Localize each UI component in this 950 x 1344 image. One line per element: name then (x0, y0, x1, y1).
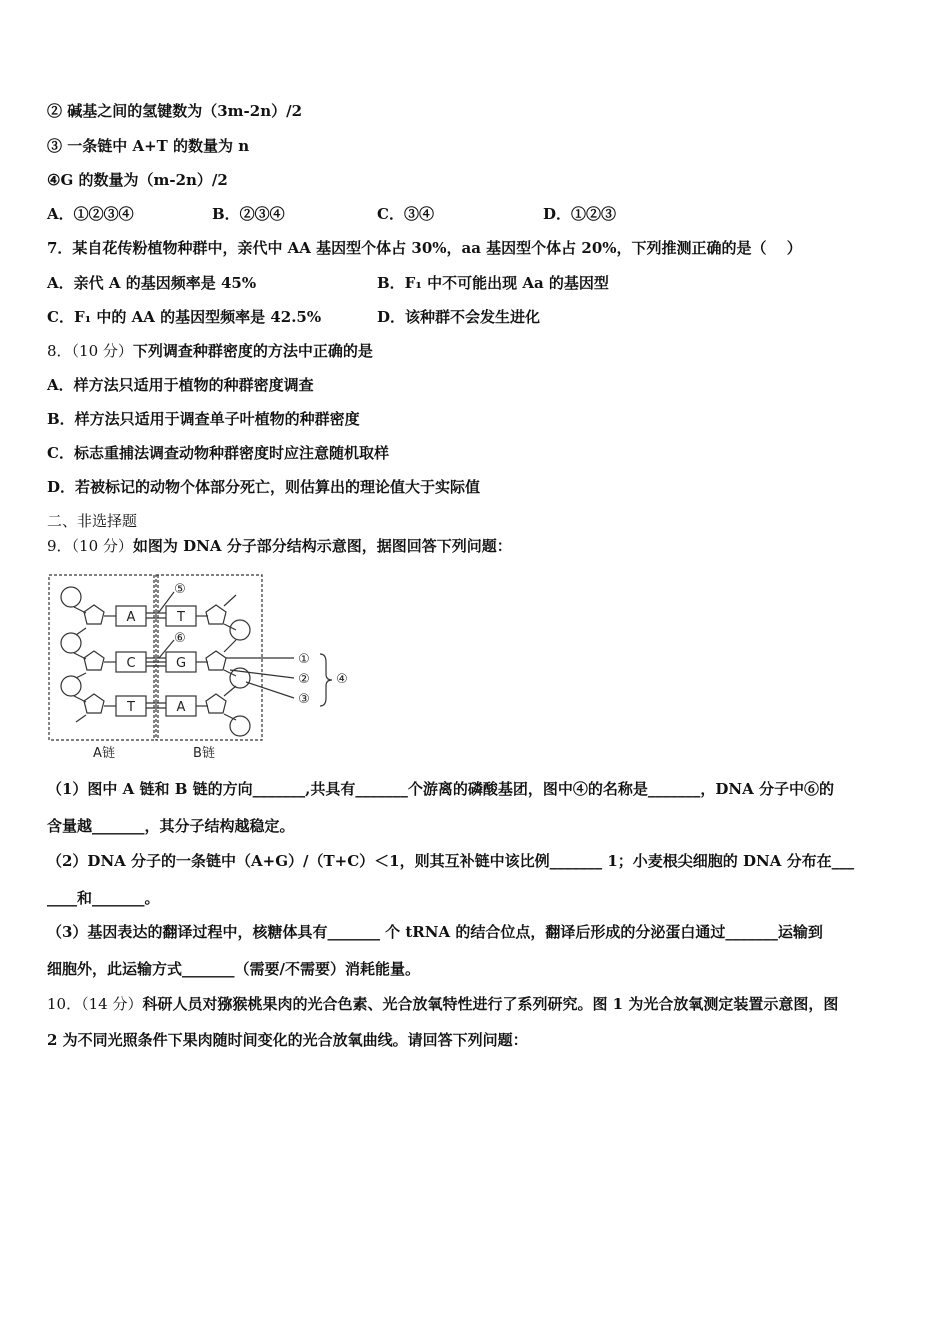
q6-item-4: ④G 的数量为（m-2n）/2 (47, 171, 228, 189)
q6-option-a[interactable]: A．①②③④ (47, 205, 134, 223)
base-label-b3: A (176, 700, 186, 715)
base-label-b2: G (175, 656, 187, 671)
q9-stem-line (47, 536, 512, 556)
q7-option-d[interactable]: D．该种群不会发生进化 (377, 308, 541, 326)
chain-a-box (49, 575, 154, 740)
label-4: ④ (336, 672, 348, 687)
label-2: ② (298, 672, 310, 687)
q9-part1-line1: （1）图中 A 链和 B 链的方向_______,共具有_______个游离的磷酸基团，图中④的名称是_______，DNA 分子中⑥的 (47, 780, 834, 798)
q8-stem-line (47, 341, 373, 361)
q9-part3-line2: 细胞外，此运输方式_______（需要/不需要）消耗能量。 (47, 960, 420, 978)
q6-item-2: ② 碱基之间的氢键数为（3m-2n）/2 (47, 102, 303, 120)
deoxyribose-pentagon (206, 651, 226, 670)
q8-option-c[interactable]: C．标志重捕法调查动物种群密度时应注意随机取样 (47, 444, 389, 462)
phosphate-circle (230, 716, 250, 736)
q8-stem: 下列调查种群密度的方法中正确的是 (132, 342, 373, 360)
q9-part2-line1: （2）DNA 分子的一条链中（A+G）/（T+C）＜1，则其互补链中该比例_______ 1；小麦根尖细胞的 DNA 分布在___ (47, 852, 855, 870)
base-label-b1: T (177, 610, 185, 625)
q8-option-d[interactable]: D．若被标记的动物个体部分死亡，则估算出的理论值大于实际值 (47, 478, 481, 496)
q6-option-c[interactable]: C．③④ (377, 205, 434, 223)
q6-option-b[interactable]: B．②③④ (212, 205, 285, 223)
deoxyribose-pentagon (84, 694, 104, 713)
q7-option-c[interactable]: C．F₁ 中的 AA 的基因型频率是 42.5% (47, 308, 322, 326)
q9-number: 9．（10 分） (47, 537, 133, 555)
q10-stem: 科研人员对猕猴桃果肉的光合色素、光合放氧特性进行了系列研究。图 1 为光合放氧测定装置示意图，图 (142, 995, 839, 1013)
q9-part2-line2: ____和_______。 (47, 889, 160, 907)
q10-line1 (47, 994, 907, 1014)
q7-option-a[interactable]: A．亲代 A 的基因频率是 45% (47, 274, 257, 292)
deoxyribose-pentagon (206, 605, 226, 624)
base-label-a2: C (126, 656, 136, 671)
section-heading: 二、非选择题 (47, 512, 138, 530)
chain-a-label: A链 (93, 746, 115, 761)
dna-structure-figure (46, 570, 356, 765)
q8-option-b[interactable]: B．样方法只适用于调查单子叶植物的种群密度 (47, 410, 360, 428)
phosphate-circle (61, 633, 81, 653)
deoxyribose-pentagon (84, 605, 104, 624)
q9-part1-line2: 含量越_______，其分子结构越稳定。 (47, 817, 295, 835)
q7-stem: 7．某自花传粉植物种群中，亲代中 AA 基因型个体占 30%，aa 基因型个体占 20%，下列推测正确的是（ ） (47, 239, 802, 257)
q6-item-3: ③ 一条链中 A+T 的数量为 n (47, 137, 250, 155)
q6-option-d[interactable]: D．①②③ (543, 205, 617, 223)
label-6: ⑥ (174, 631, 186, 646)
q8-option-a[interactable]: A．样方法只适用于植物的种群密度调查 (47, 376, 314, 394)
base-label-a1: A (126, 610, 136, 625)
deoxyribose-pentagon (206, 694, 226, 713)
q9-stem: 如图为 DNA 分子部分结构示意图，据图回答下列问题： (132, 537, 512, 555)
phosphate-circle (61, 676, 81, 696)
q8-number: 8．（10 分） (47, 342, 133, 360)
chain-b-label: B链 (193, 746, 215, 761)
q9-part3-line1: （3）基因表达的翻译过程中，核糖体具有_______ 个 tRNA 的结合位点，翻译后形成的分泌蛋白通过_______运输到 (47, 923, 823, 941)
label-5: ⑤ (174, 582, 186, 597)
q10-number: 10．（14 分） (47, 995, 143, 1013)
label-3: ③ (298, 692, 310, 707)
deoxyribose-pentagon (84, 651, 104, 670)
q7-option-b[interactable]: B．F₁ 中不可能出现 Aa 的基因型 (377, 274, 609, 292)
phosphate-circle (230, 620, 250, 640)
q10-line2: 2 为不同光照条件下果肉随时间变化的光合放氧曲线。请回答下列问题： (47, 1031, 528, 1049)
label-1: ① (298, 652, 310, 667)
base-label-a3: T (127, 700, 135, 715)
phosphate-circle (61, 587, 81, 607)
